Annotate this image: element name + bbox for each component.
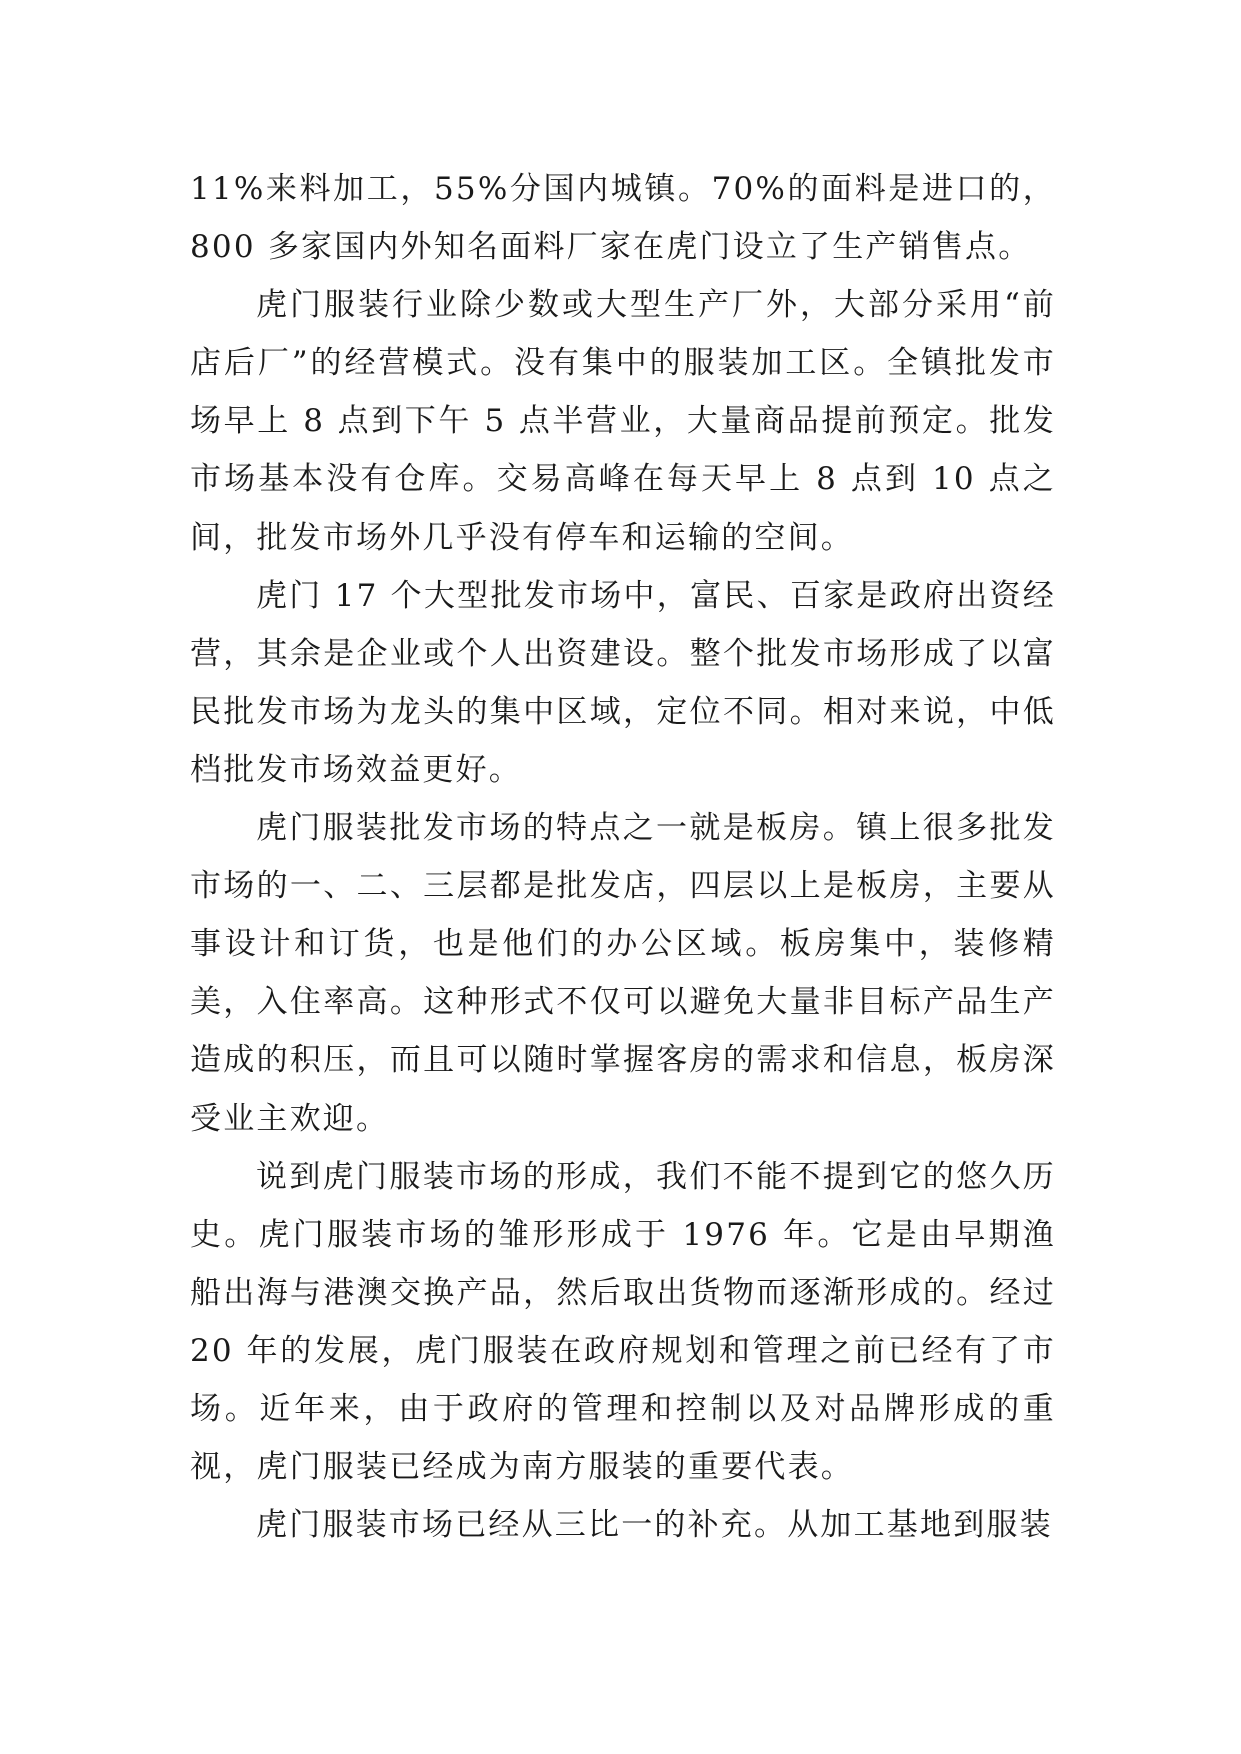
paragraph-4: 虎门服装批发市场的特点之一就是板房。镇上很多批发市场的一、二、三层都是批发店，四层以上是板房，主要从事设计和订货，也是他们的办公区域。板房集中，装修精美，入住率高。这种形式不仅可以避免大量非目标产品生产造成的积压，而且可以随时掌握客房的需求和信息，板房深受业主欢迎。 (190, 810, 1056, 1137)
paragraph-2: 虎门服装行业除少数或大型生产厂外，大部分采用“前店后厂”的经营模式。没有集中的服装加工区。全镇批发市场早上 8 点到下午 5 点半营业，大量商品提前预定。批发市场基本没有仓库。交易高峰在每天早上 8 点到 10 点之间，批发市场外几乎没有停车和运输的空间。 (190, 287, 1056, 556)
body-text (190, 160, 1056, 1554)
paragraph-1: 11%来料加工，55%分国内城镇。70%的面料是进口的，800 多家国内外知名面料厂家在虎门设立了生产销售点。 (190, 171, 1056, 266)
paragraph-6: 虎门服装市场已经从三比一的补充。从加工基地到服装 (256, 1507, 1053, 1544)
paragraph-5: 说到虎门服装市场的形成，我们不能不提到它的悠久历史。虎门服装市场的雏形形成于 1976 年。它是由早期渔船出海与港澳交换产品，然后取出货物而逐渐形成的。经过 20 年的发展，虎门服装在政府规划和管理之前已经有了市场。近年来，由于政府的管理和控制以及对品牌形成的重视，虎门服装已经成为南方服装的重要代表。 (190, 1158, 1056, 1486)
paragraph-3: 虎门 17 个大型批发市场中，富民、百家是政府出资经营，其余是企业或个人出资建设。整个批发市场形成了以富民批发市场为龙头的集中区域，定位不同。相对来说，中低档批发市场效益更好。 (190, 577, 1056, 788)
